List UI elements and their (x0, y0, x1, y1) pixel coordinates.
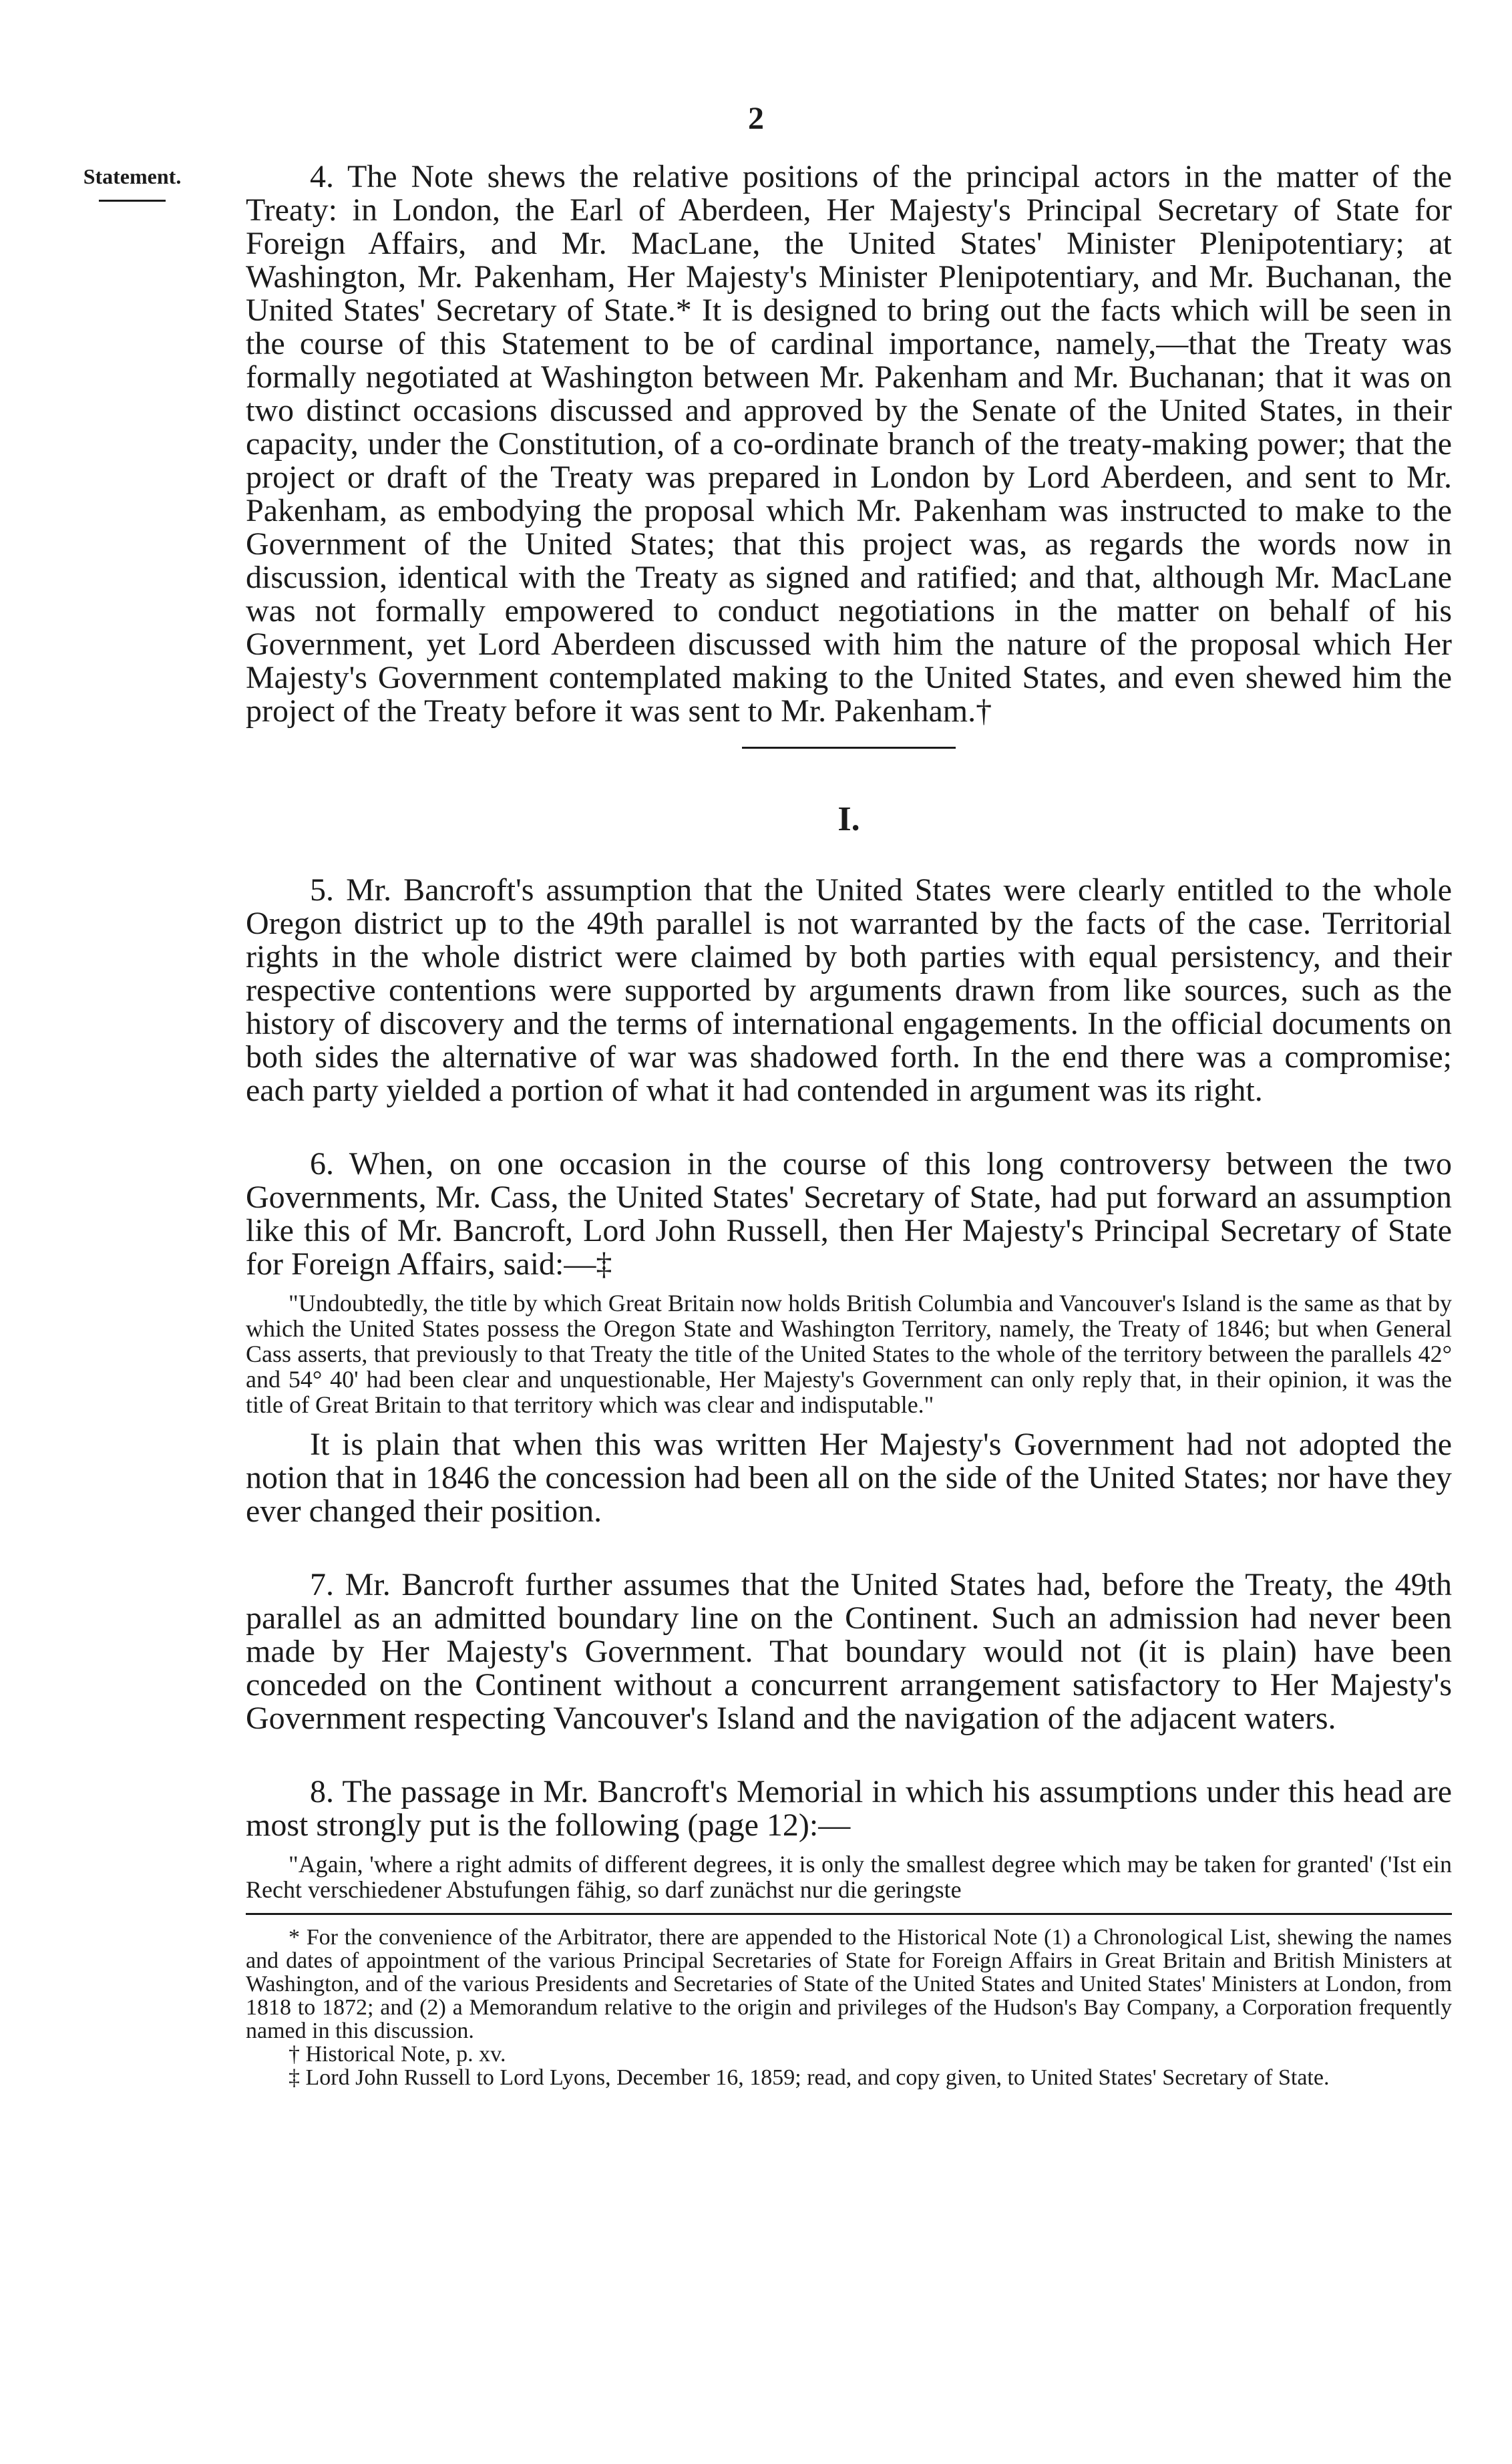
paragraph-8: 8. The passage in Mr. Bancroft's Memorial in which his assumptions under this head are most strongly put is the following (page 12):— (246, 1774, 1452, 1843)
paragraph-5: 5. Mr. Bancroft's assumption that the United States were clearly entitled to the whole Oregon district up to the 49th parallel is not warranted by the facts of the case. Territorial rights in the whole district were claimed by both parties with equal persistency, and their respective contentions were supported by arguments drawn from like sources, such as the history of discovery and the terms of international engagements. In the official documents on both sides the alternative of war was shadowed forth. In the end there was a compromise; each party yielded a portion of what it had contended in argument was its right. (246, 872, 1452, 1108)
paragraph-6-continued: It is plain that when this was written Her Majesty's Government had not adopted the notion that in 1846 the concession had been all on the side of the United States; nor have they ever changed their position. (246, 1427, 1452, 1529)
quotation-russell: "Undoubtedly, the title by which Great Britain now holds British Columbia and Vancouver's Island is the same as that by which the United States possess the Oregon State and Washington Territory, namely, the Treaty of 1846; but when General Cass asserts, that previously to that Treaty the title of the United States to the whole of the territory between the parallels 42° and 54° 40' had been clear and unquestionable, Her Majesty's Government can only reply that, in their opinion, it was the title of Great Britain to that territory which was clear and indisputable." (246, 1290, 1452, 1418)
section-heading: I. (837, 800, 860, 838)
quotation-memorial: "Again, 'where a right admits of different degrees, it is only the smallest degree which may be taken for granted' ('Ist ein Recht verschiedener Abstufungen fähig, so darf zunächst nur die geringste (246, 1851, 1452, 1903)
margin-note-rule (99, 200, 166, 202)
paragraph-4: 4. The Note shews the relative positions of the principal actors in the matter of the Treaty: in London, the Earl of Aberdeen, Her Majesty's Principal Secretary of State for Foreign Affairs, and Mr. MacLane, the United States' Minister Plenipotentiary; at Washington, Mr. Pakenham, Her Majesty's Minister Plenipotentiary, and Mr. Buchanan, the United States' Secretary of State.* It is designed to bring out the facts which will be seen in the course of this Statement to be of cardinal importance, namely,—that the Treaty was formally negotiated at Washington between Mr. Pakenham and Mr. Buchanan; that it was on two distinct occasions discussed and approved by the Senate of the United States, in their capacity, under the Constitution, of a co-ordinate branch of the treaty-making power; that the project or draft of the Treaty was prepared in London by Lord Aberdeen, and sent to Mr. Pakenham, as embodying the proposal which Mr. Pakenham was instructed to make to the Government of the United States; that this project was, as regards the words now in discussion, identical with the Treaty as signed and ratified; and that, although Mr. MacLane was not formally empowered to conduct negotiations in the matter on behalf of his Government, yet Lord Aberdeen discussed with him the nature of the proposal which Her Majesty's Government contemplated making to the United States, and even shewed him the project of the Treaty before it was sent to Mr. Pakenham.† (246, 159, 1452, 729)
page-number: 2 (748, 101, 764, 136)
paragraph-gap (246, 1735, 1452, 1775)
footnote-double-dagger: ‡ Lord John Russell to Lord Lyons, December 16, 1859; read, and copy given, to United States' Secretary of State. (289, 2065, 1330, 2090)
section-divider (742, 747, 956, 749)
main-text-column (246, 160, 1452, 2089)
margin-note (52, 164, 212, 202)
paragraph-gap (246, 1107, 1452, 1148)
footnote-divider (246, 1913, 1452, 1915)
footnote-dagger: † Historical Note, p. xv. (289, 2042, 506, 2067)
paragraph-gap (246, 1528, 1452, 1568)
paragraph-6: 6. When, on one occasion in the course of this long controversy between the two Governments, Mr. Cass, the United States' Secretary of State, had put forward an assumption like this of Mr. Bancroft, Lord John Russell, then Her Majesty's Principal Secretary of State for Foreign Affairs, said:—‡ (246, 1146, 1452, 1282)
margin-note-label: Statement. (83, 164, 182, 188)
footnote-star: * For the convenience of the Arbitrator, there are appended to the Historical Note (1) a Chronological List, shewing the names and dates of appointment of the various Principal Secretaries of State for Foreign Affairs in Great Britain and British Ministers at Washington, and of the various Presidents and Secretaries of State of the United States and United States' Ministers at London, from 1818 to 1872; and (2) a Memorandum relative to the origin and privileges of the Hudson's Bay Company, a Corporation frequently named in this discussion. (246, 1925, 1452, 2043)
paragraph-7: 7. Mr. Bancroft further assumes that the United States had, before the Treaty, the 49th parallel as an admitted boundary line on the Continent. Such an admission had never been made by Her Majesty's Government. That boundary would not (it is plain) have been conceded on the Continent without a concurrent arrangement satisfactory to Her Majesty's Government respecting Vancouver's Island and the navigation of the adjacent waters. (246, 1567, 1452, 1736)
